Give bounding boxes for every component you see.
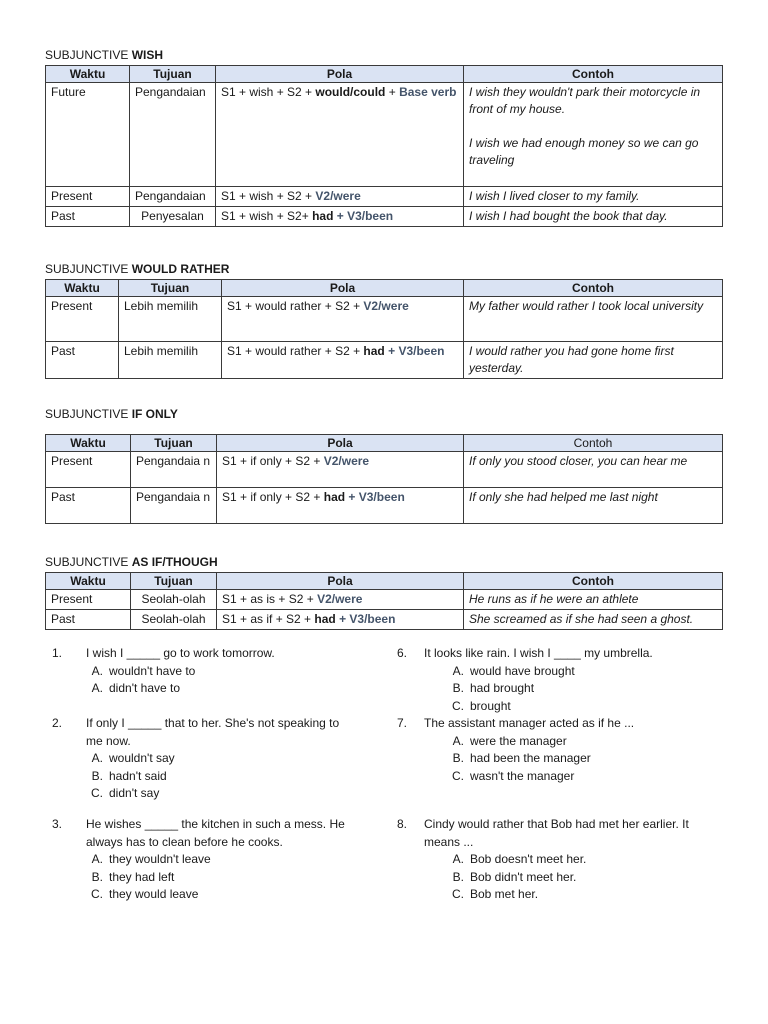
cell-contoh: My father would rather I took local university xyxy=(464,297,723,342)
answer-option[interactable]: B. had been the manager xyxy=(452,751,591,765)
table-row xyxy=(46,610,723,630)
cell-tujuan: Pengandaia n xyxy=(131,452,217,488)
question-8: 8. Cindy would rather that Bob had met her earlier. It means ... A. Bob doesn't meet her. B. Bob didn't meet her. C. Bob met her. xyxy=(397,816,717,904)
answer-option[interactable]: B. hadn't said xyxy=(91,768,167,783)
question-text: Cindy would rather that Bob had met her earlier. It means ... xyxy=(424,817,689,849)
answer-option[interactable]: B. they had left xyxy=(91,869,175,884)
wish-table xyxy=(45,65,723,227)
cell-pola: S1 + would rather + S2 + had + V3/been xyxy=(222,342,464,379)
cell-waktu: Past xyxy=(46,610,131,630)
section-title: SUBJUNCTIVE AS IF/THOUGH xyxy=(45,555,218,569)
section-title-bold: IF ONLY xyxy=(131,407,178,421)
answer-option[interactable]: A. didn't have to xyxy=(91,681,181,695)
question-2: 2. If only I _____ that to her. She's not speaking to me now. A. wouldn't say B. hadn't said C. didn't say xyxy=(52,715,352,803)
cell-tujuan: Seolah-olah xyxy=(131,590,217,610)
answer-option[interactable]: C. they would leave xyxy=(91,887,199,901)
section-title-bold: WISH xyxy=(131,48,164,62)
cell-waktu: Present xyxy=(46,590,131,610)
cell-contoh: She screamed as if she had seen a ghost. xyxy=(464,610,723,630)
table-header-row xyxy=(46,66,723,83)
table-header-row xyxy=(46,573,723,590)
section-title: SUBJUNCTIVE IF ONLY xyxy=(45,407,178,421)
section-title-bold: AS IF/THOUGH xyxy=(131,555,218,569)
table-row xyxy=(46,297,723,342)
section-title-bold: WOULD RATHER xyxy=(131,262,230,276)
cell-contoh: I wish I had bought the book that day. xyxy=(464,207,723,227)
answer-option[interactable]: B. had brought xyxy=(452,681,535,695)
cell-pola: S1 + as is + S2 + V2/were xyxy=(217,590,464,610)
question-3: 3. He wishes _____ the kitchen in such a mess. He always has to clean before he cooks. A. they wouldn't leave B. they had left C. they would leave xyxy=(52,816,362,904)
section-if-only xyxy=(45,407,723,524)
cell-waktu: Past xyxy=(46,207,130,227)
header-tujuan: Tujuan xyxy=(119,280,222,297)
cell-contoh: If only she had helped me last night xyxy=(464,488,723,524)
table-row xyxy=(46,452,723,488)
question-text: The assistant manager acted as if he ... xyxy=(424,716,635,730)
answer-option[interactable]: A. wouldn't say xyxy=(91,751,175,765)
cell-tujuan: Lebih memilih xyxy=(119,342,222,379)
question-1: 1. I wish I _____ go to work tomorrow. A. wouldn't have to A. didn't have to xyxy=(52,645,352,698)
section-title: SUBJUNCTIVE WISH xyxy=(45,48,164,62)
cell-tujuan: Seolah-olah xyxy=(131,610,217,630)
cell-pola: S1 + if only + S2 + had + V3/been xyxy=(217,488,464,524)
question-text: He wishes _____ the kitchen in such a mess. He always has to clean before he cooks. xyxy=(86,817,345,849)
would-rather-table xyxy=(45,279,723,379)
cell-contoh: I would rather you had gone home first yesterday. xyxy=(464,342,723,379)
header-waktu: Waktu xyxy=(46,573,131,590)
section-title: SUBJUNCTIVE WOULD RATHER xyxy=(45,262,230,276)
cell-pola: S1 + wish + S2 + V2/were xyxy=(216,187,464,207)
table-row xyxy=(46,590,723,610)
as-if-table xyxy=(45,572,723,630)
cell-waktu: Past xyxy=(46,488,131,524)
answer-option[interactable]: A. would have brought xyxy=(452,663,575,678)
answer-option[interactable]: A. wouldn't have to xyxy=(91,663,196,678)
header-tujuan: Tujuan xyxy=(130,66,216,83)
table-header-row xyxy=(46,435,723,452)
cell-tujuan: Pengandaia n xyxy=(131,488,217,524)
cell-waktu: Present xyxy=(46,297,119,342)
header-pola: Pola xyxy=(217,573,464,590)
header-waktu: Waktu xyxy=(46,280,119,297)
answer-option[interactable]: C. wasn't the manager xyxy=(452,768,575,783)
header-pola: Pola xyxy=(217,435,464,452)
cell-pola: S1 + as if + S2 + had + V3/been xyxy=(217,610,464,630)
table-row xyxy=(46,83,723,187)
answer-option[interactable]: A. were the manager xyxy=(452,733,567,748)
table-header-row xyxy=(46,280,723,297)
cell-contoh: I wish they wouldn't park their motorcycle in front of my house. I wish we had enough money so we can go traveling xyxy=(464,83,723,187)
answer-option[interactable]: C. brought xyxy=(452,698,511,713)
answer-option[interactable]: C. Bob met her. xyxy=(452,887,539,901)
cell-pola: S1 + would rather + S2 + V2/were xyxy=(222,297,464,342)
cell-waktu: Future xyxy=(46,83,130,187)
question-text: I wish I _____ go to work tomorrow. xyxy=(86,646,275,660)
cell-waktu: Past xyxy=(46,342,119,379)
section-wish xyxy=(45,48,723,227)
cell-tujuan: Pengandaian xyxy=(130,187,216,207)
answer-option[interactable]: A. Bob doesn't meet her. xyxy=(452,852,587,866)
cell-tujuan: Lebih memilih xyxy=(119,297,222,342)
cell-tujuan: Pengandaian xyxy=(130,83,216,187)
cell-tujuan: Penyesalan xyxy=(130,207,216,227)
header-pola: Pola xyxy=(216,66,464,83)
cell-contoh: He runs as if he were an athlete xyxy=(464,590,723,610)
table-row xyxy=(46,207,723,227)
header-contoh: Contoh xyxy=(464,280,723,297)
header-contoh: Contoh xyxy=(464,435,723,452)
answer-option[interactable]: C. didn't say xyxy=(91,786,160,800)
answer-option[interactable]: A. they wouldn't leave xyxy=(91,852,211,866)
header-waktu: Waktu xyxy=(46,435,131,452)
cell-waktu: Present xyxy=(46,187,130,207)
section-as-if xyxy=(45,555,723,630)
header-tujuan: Tujuan xyxy=(131,573,217,590)
header-waktu: Waktu xyxy=(46,66,130,83)
section-would-rather xyxy=(45,262,723,379)
header-contoh: Contoh xyxy=(464,66,723,83)
header-pola: Pola xyxy=(222,280,464,297)
question-7: 7. The assistant manager acted as if he ... A. were the manager B. had been the manager C. wasn't the manager xyxy=(397,715,727,785)
if-only-table xyxy=(45,434,723,524)
header-contoh: Contoh xyxy=(464,573,723,590)
cell-pola: S1 + wish + S2 + would/could + Base verb xyxy=(216,83,464,187)
cell-contoh: If only you stood closer, you can hear me xyxy=(464,452,723,488)
question-text: It looks like rain. I wish I ____ my umbrella. xyxy=(424,646,653,660)
table-row xyxy=(46,488,723,524)
cell-contoh: I wish I lived closer to my family. xyxy=(464,187,723,207)
cell-pola: S1 + wish + S2+ had + V3/been xyxy=(216,207,464,227)
cell-waktu: Present xyxy=(46,452,131,488)
question-6: 6. It looks like rain. I wish I ____ my umbrella. A. would have brought B. had brought C. brought xyxy=(397,645,727,715)
table-row xyxy=(46,187,723,207)
cell-pola: S1 + if only + S2 + V2/were xyxy=(217,452,464,488)
question-text: If only I _____ that to her. She's not speaking to me now. xyxy=(86,716,340,748)
header-tujuan: Tujuan xyxy=(131,435,217,452)
answer-option[interactable]: B. Bob didn't meet her. xyxy=(452,869,577,884)
table-row xyxy=(46,342,723,379)
